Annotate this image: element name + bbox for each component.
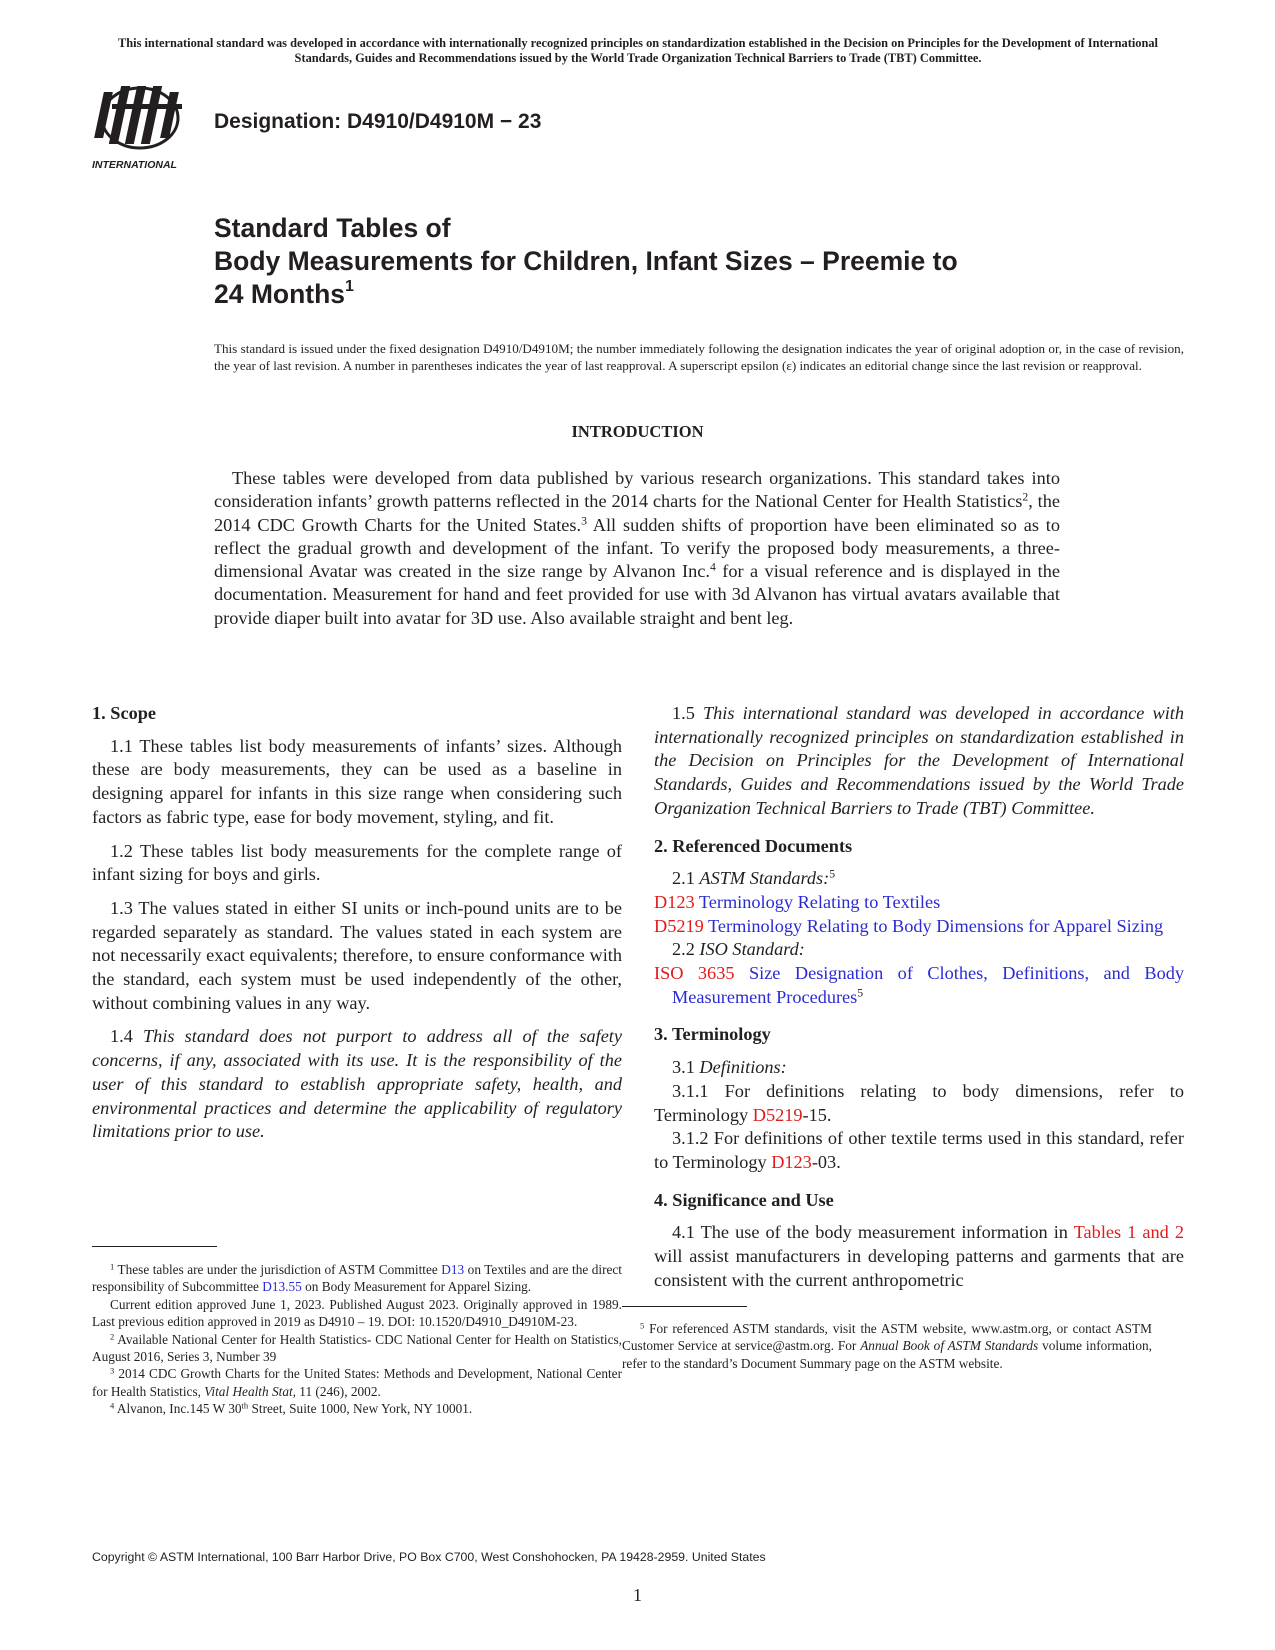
footnote-4: $^4$ Alvanon, Inc.145 W 30th Street, Suite 1000, New York, NY 10001.: [110, 1400, 473, 1417]
terminology-heading: 3. Terminology: [654, 1024, 771, 1045]
title-footnote-mark: 1: [345, 278, 354, 295]
footnotes-right: [622, 1320, 1152, 1372]
page-number: 1: [633, 1585, 642, 1605]
introduction-text: These tables were developed from data published by various research organizations. This standard takes into consideration infants’ growth patterns reflected in the 2014 charts for the National Center for Health Statistics$^2$, the 2014 CDC Growth Charts for the United States.$^3$ All sudden shifts of proportion have been eliminated so as to reflect the gradual growth and development of the infant. To verify the proposed body measurements, a three-dimensional Avatar was created in the size range by Alvanon Inc.$^4$ for a visual reference and is displayed in the documentation. Measurement for hand and feet provided for use with 3d Alvanon has virtual avatars available that provide diaper built into avatar for 3D use. Also available straight and bent leg.: [214, 468, 1060, 628]
title-line-3: 24 Months$^1$: [214, 278, 354, 309]
section-1-3: 1.3 The values stated in either SI units or inch-pound units are to be regarded separately as standard. The values stated in each system are not necessarily exact equivalents; therefore, to ensure conformance with the standard, each system must be used independently of the other, without combining values in any way.: [92, 897, 622, 1013]
section-3-1-1: 3.1.1 For definitions relating to body dimensions, refer to Terminology D5219-15.: [654, 1080, 1184, 1125]
footnote-3: $^3$ 2014 CDC Growth Charts for the United States: Methods and Development, National Center for Health Statistics, Vital Health Stat, 11 (246), 2002.: [92, 1365, 622, 1399]
footnote-divider: [92, 1246, 217, 1247]
link-d5219[interactable]: D5219: [752, 1104, 803, 1125]
section-2-1: 2.1 ASTM Standards:$^5$: [672, 867, 836, 889]
astm-logo-icon: [92, 82, 202, 174]
title-line-2: Body Measurements for Children, Infant Sizes – Preemie to: [214, 246, 958, 276]
astm-logo: [92, 82, 202, 174]
ref-iso-3635[interactable]: ISO 3635 Size Designation of Clothes, Definitions, and Body Measurement Procedures$^5$: [654, 963, 1185, 1007]
section-4-1: 4.1 The use of the body measurement information in Tables 1 and 2 will assist manufacturers in developing patterns and garments that are consistent with the current anthropometric: [654, 1222, 1184, 1290]
title-line-1: Standard Tables of: [214, 213, 451, 243]
section-1-1: 1.1 These tables list body measurements of infants’ sizes. Although these are body measurements, they can be used as a baseline in designing apparel for infants in this size range when considering such factors as fabric type, ease for body movement, styling, and fit.: [92, 735, 622, 827]
footnote-1-edition: Current edition approved June 1, 2023. Published August 2023. Originally approved in 1989. Last previous edition approved in 2019 as D4910 – 19. DOI: 10.1520/D4910_D4910M-23.: [92, 1296, 622, 1330]
footnote-2: $^2$ Available National Center for Health Statistics- CDC National Center for Health on Statistics, August 2016, Series 3, Number 39: [92, 1330, 622, 1365]
issuance-note: This standard is issued under the fixed designation D4910/D4910M; the number immediately following the designation indicates the year of original adoption or, in the case of revision, the year of last revision. A number in parentheses indicates the year of last reapproval. A superscript epsilon (ε) indicates an editorial change since the last revision or reapproval.: [214, 341, 1184, 374]
link-tables-1-and-2[interactable]: Tables 1 and 2: [1073, 1222, 1184, 1243]
footnote-1: $^1$ These tables are under the jurisdiction of ASTM Committee D13 on Textiles and are the direct responsibility of Subcommittee D13.55 on Body Measurement for Apparel Sizing.: [92, 1261, 622, 1295]
referenced-documents-heading: 2. Referenced Documents: [654, 835, 853, 856]
ref-d5219[interactable]: D5219 Terminology Relating to Body Dimensions for Apparel Sizing: [654, 915, 1164, 936]
footnotes-left: [92, 1261, 622, 1418]
section-1-4: 1.4 This standard does not purport to address all of the safety concerns, if any, associated with its use. It is the responsibility of the user of this standard to establish appropriate safety, health, and environmental practices and determine the applicability of regulatory limitations prior to use.: [92, 1026, 623, 1142]
footnote-divider-right: [622, 1306, 747, 1307]
copyright: Copyright © ASTM International, 100 Barr Harbor Drive, PO Box C700, West Conshohocken, PA 19428-2959. United States: [92, 1550, 766, 1564]
section-1-2: 1.2 These tables list body measurements for the complete range of infant sizing for boys and girls.: [92, 840, 622, 885]
link-d13-55[interactable]: D13.55: [262, 1279, 302, 1295]
link-d13[interactable]: D13: [441, 1262, 465, 1277]
section-2-2: 2.2 ISO Standard:: [672, 939, 805, 960]
section-3-1-2: 3.1.2 For definitions of other textile terms used in this standard, refer to Terminology D123-03.: [654, 1128, 1184, 1172]
scope-heading: 1. Scope: [92, 703, 156, 723]
section-3-1: 3.1 Definitions:: [672, 1057, 787, 1078]
right-column: [654, 702, 1184, 1302]
significance-heading: 4. Significance and Use: [654, 1189, 834, 1210]
document-title: [214, 212, 1114, 311]
designation: Designation: D4910/D4910M − 23: [214, 110, 542, 133]
wto-notice: This international standard was developed in accordance with internationally recognized principles on standardization established in the Decision on Principles for the Development of International Standards, Guides and Recommendations issued by the World Trade Organization Technical Barriers to Trade (TBT) Committee.: [117, 36, 1159, 65]
section-1-5: 1.5 This international standard was developed in accordance with internationally recognized principles on standardization established in the Decision on Principles for the Development of International Standards, Guides and Recommendations issued by the World Trade Organization Technical Barriers to Trade (TBT) Committee.: [654, 703, 1185, 818]
logo-text: INTERNATIONAL: [92, 159, 177, 171]
ref-d123[interactable]: D123 Terminology Relating to Textiles: [654, 891, 941, 912]
link-d123[interactable]: D123: [771, 1151, 812, 1172]
footnote-5: $^5$ For referenced ASTM standards, visit the ASTM website, www.astm.org, or contact ASTM Customer Service at service@astm.org. For Annual Book of ASTM Standards volume information, refer to the standard’s Document Summary page on the ASTM website.: [622, 1320, 1152, 1371]
left-column: [92, 702, 622, 1154]
introduction-heading: INTRODUCTION: [571, 422, 704, 441]
